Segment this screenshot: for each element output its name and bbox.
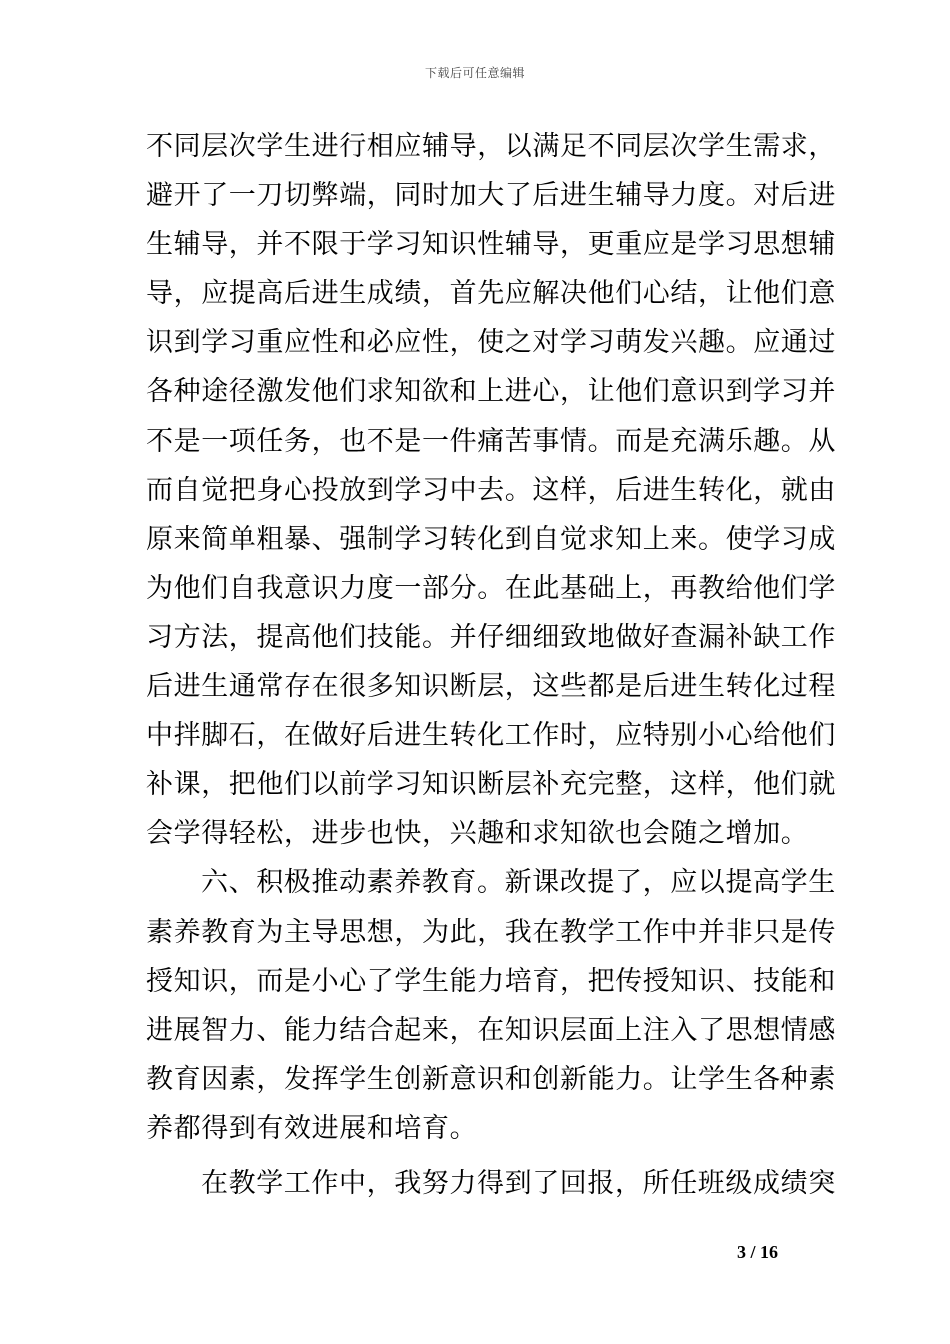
text-line: 原来简单粗暴、强制学习转化到自觉求知上来。使学习成 — [146, 523, 836, 555]
text-line: 导，应提高后进生成绩，首先应解决他们心结，让他们意 — [146, 278, 836, 310]
text-line: 养都得到有效进展和培育。 — [146, 1112, 478, 1144]
text-line: 为他们自我意识力度一部分。在此基础上，再教给他们学 — [146, 572, 836, 604]
text-line: 六、积极推动素养教育。新课改提了，应以提高学生 — [201, 867, 836, 899]
text-line: 进展智力、能力结合起来，在知识层面上注入了思想情感 — [146, 1014, 836, 1046]
paragraph — [146, 1159, 836, 1208]
text-line: 而自觉把身心投放到学习中去。这样，后进生转化，就由 — [146, 474, 836, 506]
text-line: 不同层次学生进行相应辅导，以满足不同层次学生需求， — [146, 131, 836, 162]
text-line: 各种途径激发他们求知欲和上进心，让他们意识到学习并 — [146, 376, 836, 408]
page-header: 下载后可任意编辑 — [424, 66, 525, 80]
text-line: 不是一项任务，也不是一件痛苦事情。而是充满乐趣。从 — [146, 425, 836, 457]
text-line: 生辅导，并不限于学习知识性辅导，更重应是学习思想辅 — [146, 229, 836, 261]
text-line: 中拌脚石，在做好后进生转化工作时，应特别小心给他们 — [146, 720, 836, 752]
document-body — [146, 122, 836, 1208]
text-line: 会学得轻松，进步也快，兴趣和求知欲也会随之增加。 — [146, 818, 809, 850]
text-line: 素养教育为主导思想，为此，我在教学工作中并非只是传 — [146, 916, 836, 948]
paragraph — [146, 858, 836, 1153]
text-line: 避开了一刀切弊端，同时加大了后进生辅导力度。对后进 — [146, 180, 836, 212]
page-number: 3 / 16 — [736, 1242, 778, 1262]
text-line: 习方法，提高他们技能。并仔细细致地做好查漏补缺工作 — [146, 621, 836, 653]
paragraph — [146, 122, 836, 858]
text-line: 授知识，而是小心了学生能力培育，把传授知识、技能和 — [146, 965, 836, 997]
text-line: 在教学工作中，我努力得到了回报，所任班级成绩突 — [201, 1167, 836, 1199]
text-line: 后进生通常存在很多知识断层，这些都是后进生转化过程 — [146, 671, 836, 703]
text-line: 教育因素，发挥学生创新意识和创新能力。让学生各种素 — [146, 1063, 836, 1095]
text-line: 补课，把他们以前学习知识断层补充完整，这样，他们就 — [146, 769, 836, 801]
text-line: 识到学习重应性和必应性，使之对学习萌发兴趣。应通过 — [146, 327, 836, 359]
